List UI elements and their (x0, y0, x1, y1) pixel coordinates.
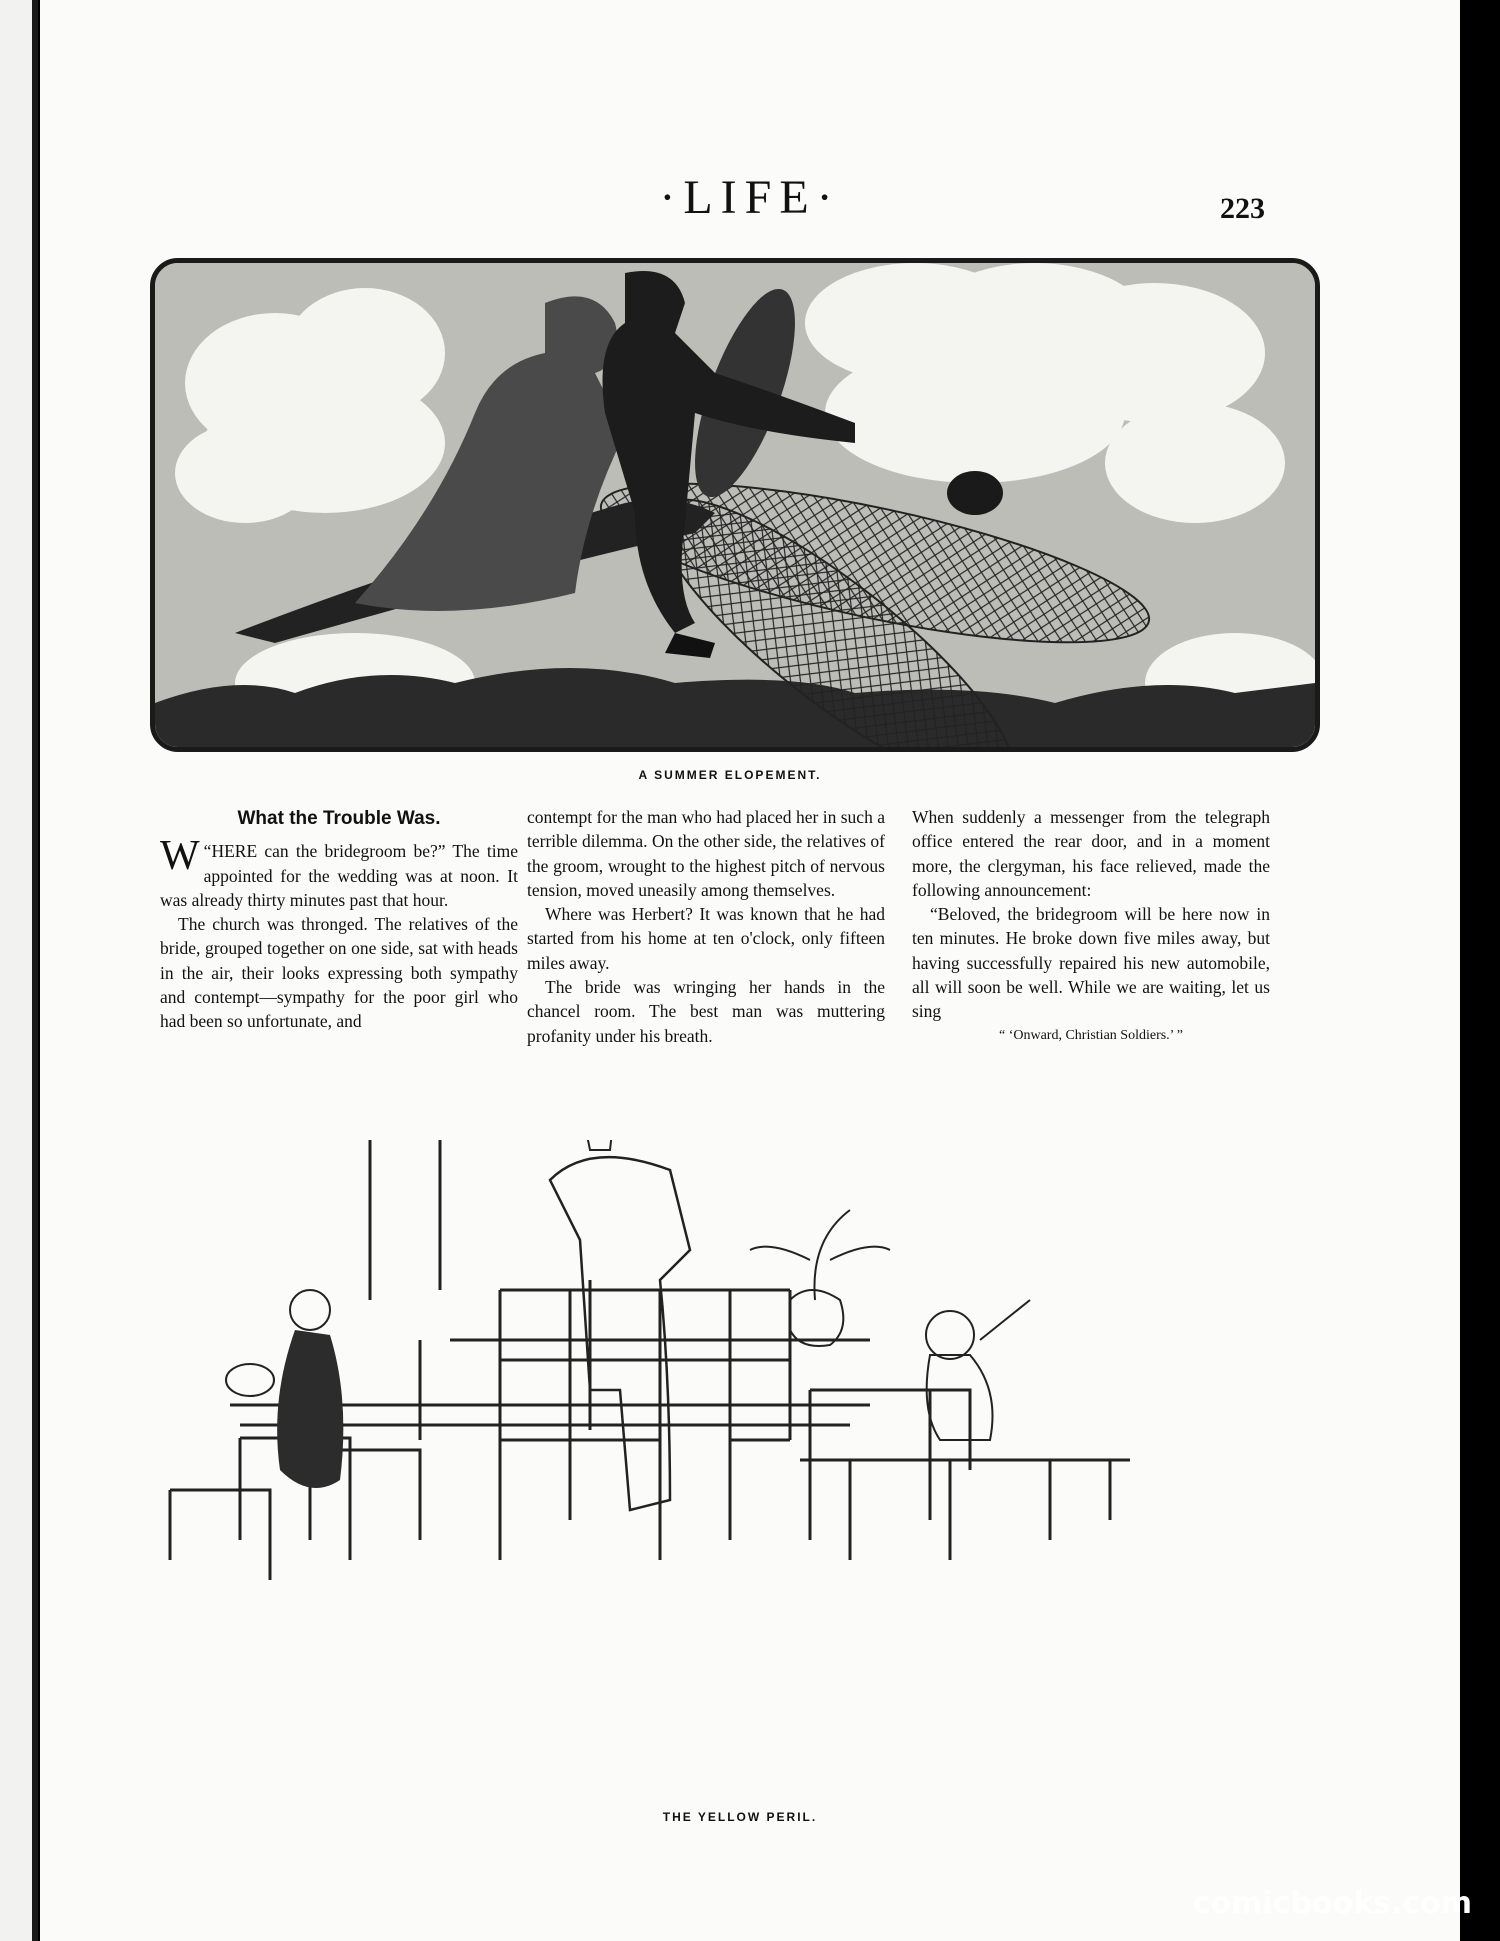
article-paragraph: “ W HERE can the bridegroom be?” The time appointed for the wedding was at noon. It was already thirty minutes past that hour. (160, 833, 518, 910)
article-paragraph: contempt for the man who had placed her in such a terrible dilemma. On the other side, the relatives of the groom, wrought to the highest pitch of nervous tension, moved uneasily among themselves. (527, 807, 885, 900)
cherub (926, 1300, 1030, 1440)
drop-cap: W (160, 833, 200, 880)
page-number: 223 (1220, 192, 1265, 225)
article-column-1 (160, 805, 518, 1034)
summer-elopement-illustration (150, 258, 1320, 752)
watermark: comicbooks.com (1192, 1886, 1472, 1921)
magazine-page (40, 0, 1460, 1941)
article-column-3 (912, 805, 1270, 1048)
article-paragraph: “Beloved, the bridegroom will be here now in ten minutes. He broke down five miles away, but having successfully repaired his new automobile, all will soon be well. While we are waiting, let us sing (912, 904, 1270, 1022)
top-illustration-caption: A SUMMER ELOPEMENT. (638, 768, 822, 782)
article-title: What the Trouble Was. (237, 808, 441, 829)
bottom-illustration-caption: THE YELLOW PERIL. (662, 1810, 818, 1824)
masthead: ·LIFE· (659, 171, 841, 224)
hymn-title: “ ‘Onward, Christian Soldiers.’ ” (998, 1027, 1184, 1043)
article-paragraph: When suddenly a messenger from the telegraph office entered the rear door, and in a moment more, the clergyman, his face relieved, made the following announcement: (912, 807, 1270, 900)
woman-in-kimono (226, 1290, 343, 1488)
previous-page-edge (0, 0, 38, 1941)
article-paragraph: The church was thronged. The relatives of the bride, grouped together on one side, sat with heads in the air, their looks expressing both sympathy and contempt—sympathy for the poor girl who had been so unfortunate, and (160, 914, 518, 1032)
elopement-artwork (155, 263, 1315, 747)
article-paragraph: Where was Herbert? It was known that he had started from his home at ten o'clock, only fifteen miles away. (527, 904, 885, 973)
opening-quote: “ (203, 841, 212, 862)
bonsai-pot (750, 1210, 890, 1346)
article-paragraph: The bride was wringing her hands in the chancel room. The best man was muttering profanity under his breath. (527, 977, 885, 1046)
yellow-peril-illustration (150, 1140, 1330, 1770)
article-column-2 (527, 805, 885, 1048)
